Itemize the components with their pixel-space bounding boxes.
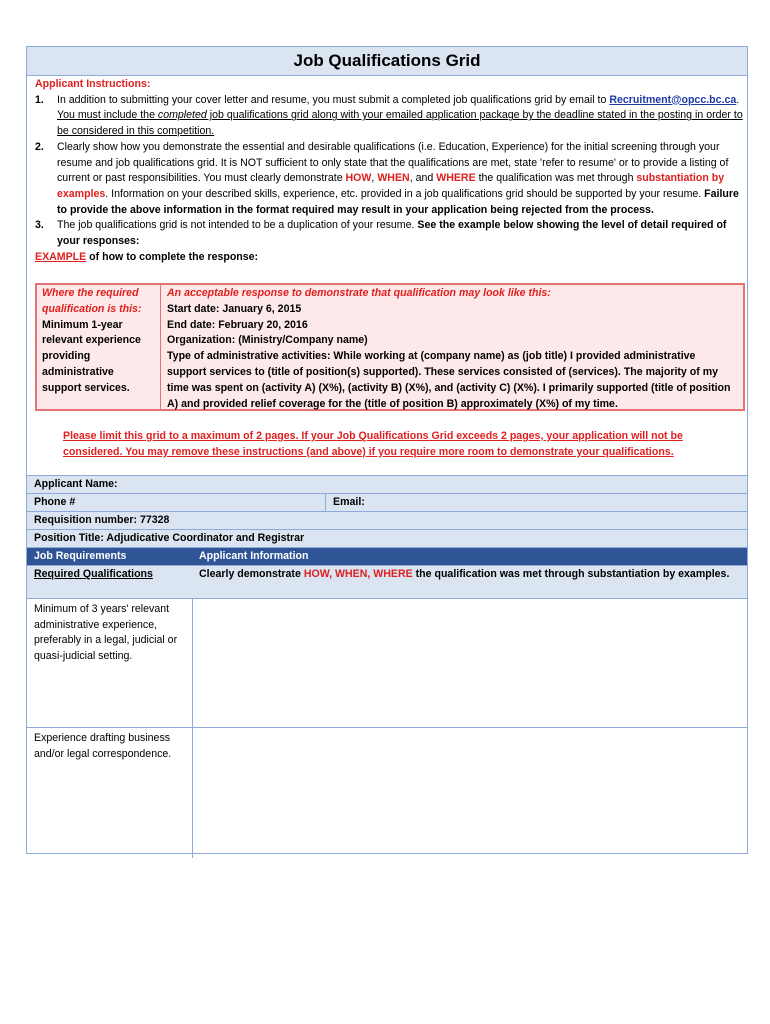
table-row (27, 598, 747, 727)
page-title: Job Qualifications Grid (27, 47, 747, 76)
document-page (26, 46, 748, 854)
example-caption: EXAMPLE of how to complete the response: (35, 250, 259, 263)
applicant-response-cell[interactable] (192, 599, 194, 727)
qualifications-form (27, 475, 747, 858)
instruction-2: 2. Clearly show how you demonstrate the essential and desirable qualifications (i.e. Education, Experience) for the initial screening through your resume and job qualifications grid. It is NOT sufficient to only state that the qualifications are met, state 'refer to resume' or to provide a listing of current or past responsibilities. You must clearly demonstrate HOW, WHEN, and WHERE the qualification was met through substantiation by examples. Information on your described skills, experience, etc. provided in a job qualifications grid should be supported by your resume. Failure to provide the above information in the format required may result in your application being rejected from the process. (35, 140, 739, 216)
grid-header (27, 547, 747, 565)
email-field[interactable]: Email: (325, 494, 365, 511)
recruitment-email-link[interactable]: Recruitment@opcc.bc.ca (609, 93, 737, 106)
requirement-text: Minimum of 3 years' relevant administrative experience, preferably in a legal, judicial or quasi-judicial setting. (34, 603, 178, 663)
phone-email-row (27, 493, 747, 511)
applicant-name-field[interactable]: Applicant Name: (27, 475, 747, 493)
required-qualifications-label: Required Qualifications (34, 568, 153, 580)
example-box (35, 283, 745, 411)
instruction-3: 3. The job qualifications grid is not intended to be a duplication of your resume. See the example below showing the level of detail required of your responses: (35, 219, 727, 248)
col-applicant-information: Applicant Information (199, 550, 309, 562)
instruction-1: 1. In addition to submitting your cover letter and resume, you must submit a completed job qualifications grid by email to Recruitment@opcc.bc.ca. You must include the completed job qualifications grid along with your emailed application package by the deadline stated in the posting in order to be considered in this competition. (35, 93, 743, 138)
col-job-requirements: Job Requirements (34, 550, 127, 562)
example-requirement: Where the required qualification is this: Minimum 1-year relevant experience providing administrative support services. (37, 285, 161, 409)
instructions (35, 77, 743, 265)
requisition-number: Requisition number: 77328 (27, 511, 747, 529)
demonstrate-instruction: Clearly demonstrate HOW, WHEN, WHERE the qualification was met through substantiation by examples. (199, 568, 730, 580)
requirement-text: Experience drafting business and/or legal correspondence. (34, 732, 172, 760)
position-title: Position Title: Adjudicative Coordinator and Registrar (27, 529, 747, 547)
phone-field[interactable]: Phone # (34, 496, 76, 508)
table-row (27, 727, 747, 858)
page-limit-notice: Please limit this grid to a maximum of 2 pages. If your Job Qualifications Grid exceeds 2 pages, your application will not be considered. You may remove these instructions (and above) if you require more room to demonstrate your qualifications. (63, 430, 683, 458)
grid-subheader (27, 565, 747, 598)
instructions-heading: Applicant Instructions: (35, 78, 151, 90)
example-response: An acceptable response to demonstrate that qualification may look like this: Start date: January 6, 2015 End date: February 20, 2016 Organization: (Ministry/Company name) Type of administrative activities: While working at (company name) as (job title) I provided administrative support services to (title of position(s) supported). These services consisted of (services). The majority of my time was spent on (activity A) (X%), (activity B) (X%), and (activity C) (X%). I primarily supported (title of position A) and provided relief coverage for the (title of position B) approximately (X%) of my time. (167, 287, 731, 410)
applicant-response-cell[interactable] (192, 728, 194, 858)
